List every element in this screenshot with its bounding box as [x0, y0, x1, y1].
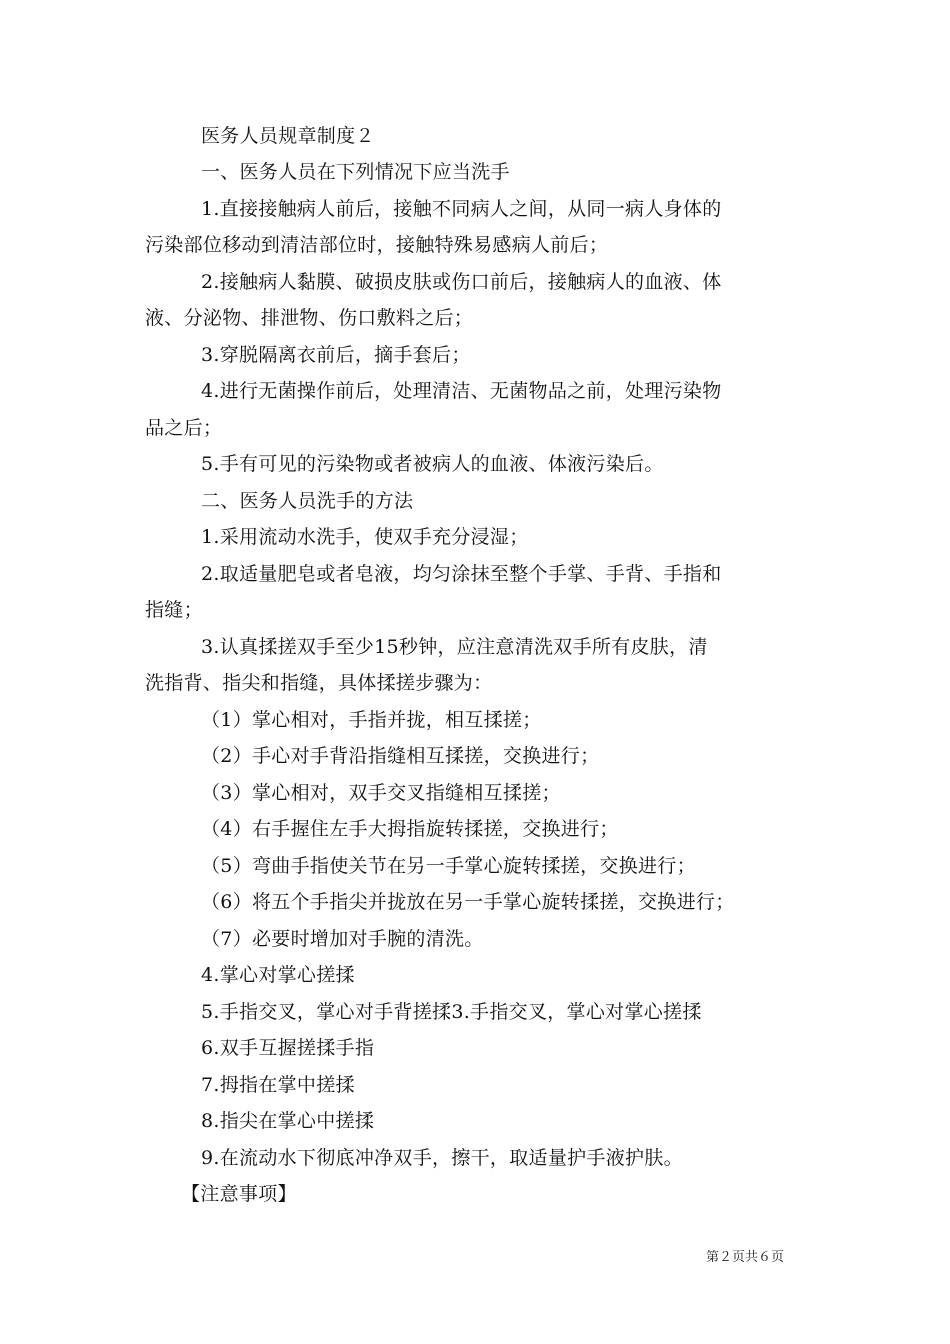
- step-item: （2）手心对手背沿指缝相互揉搓，交换进行；: [201, 745, 600, 767]
- paragraph-line: 1.直接接触病人前后，接触不同病人之间，从同一病人身体的: [201, 198, 722, 220]
- paragraph-line: 5.手指交叉，掌心对手背搓揉3.手指交叉，掌心对掌心搓揉: [201, 1001, 702, 1023]
- step-item: （3）掌心相对，双手交叉指缝相互揉搓；: [201, 782, 561, 804]
- paragraph-line: 2.接触病人黏膜、破损皮肤或伤口前后，接触病人的血液、体: [201, 271, 722, 293]
- paragraph-line: 污染部位移动到清洁部位时，接触特殊易感病人前后；: [145, 234, 609, 256]
- step-item: （7）必要时增加对手腕的清洗。: [201, 928, 484, 950]
- paragraph-line: 7.拇指在掌中搓揉: [201, 1074, 355, 1096]
- paragraph-line: 8.指尖在掌心中搓揉: [201, 1110, 375, 1132]
- paragraph-line: 4.掌心对掌心搓揉: [201, 964, 355, 986]
- paragraph-line: 品之后；: [145, 417, 223, 439]
- section-heading: 一、医务人员在下列情况下应当洗手: [201, 161, 510, 183]
- notes-heading: 【注意事项】: [181, 1183, 297, 1205]
- paragraph-line: 1.采用流动水洗手，使双手充分浸湿；: [201, 526, 529, 548]
- paragraph-line: 3.穿脱隔离衣前后，摘手套后；: [201, 344, 471, 366]
- paragraph-line: 9.在流动水下彻底冲净双手，擦干，取适量护手液护肤。: [201, 1147, 683, 1169]
- paragraph-line: 5.手有可见的污染物或者被病人的血液、体液污染后。: [201, 453, 664, 475]
- paragraph-line: 3.认真揉搓双手至少15秒钟，应注意清洗双手所有皮肤，清: [201, 636, 708, 658]
- step-item: （5）弯曲手指使关节在另一手掌心旋转揉搓，交换进行；: [201, 855, 696, 877]
- paragraph-line: 4.进行无菌操作前后，处理清洁、无菌物品之前，处理污染物: [201, 380, 722, 402]
- paragraph-line: 液、分泌物、排泄物、伤口敷料之后；: [145, 307, 474, 329]
- step-item: （6）将五个手指尖并拢放在另一手掌心旋转揉搓，交换进行；: [201, 891, 735, 913]
- step-item: （1）掌心相对，手指并拢，相互揉搓；: [201, 709, 542, 731]
- paragraph-line: 洗指背、指尖和指缝，具体揉搓步骤为：: [145, 672, 493, 694]
- paragraph-line: 2.取适量肥皂或者皂液，均匀涂抹至整个手掌、手背、手指和: [201, 563, 722, 585]
- document-title: 医务人员规章制度２: [201, 125, 375, 147]
- step-item: （4）右手握住左手大拇指旋转揉搓，交换进行；: [201, 818, 619, 840]
- section-heading: 二、医务人员洗手的方法: [201, 490, 414, 512]
- paragraph-line: 6.双手互握搓揉手指: [201, 1037, 375, 1059]
- paragraph-line: 指缝；: [145, 599, 203, 621]
- page-number: 第２页共６页: [706, 1250, 785, 1265]
